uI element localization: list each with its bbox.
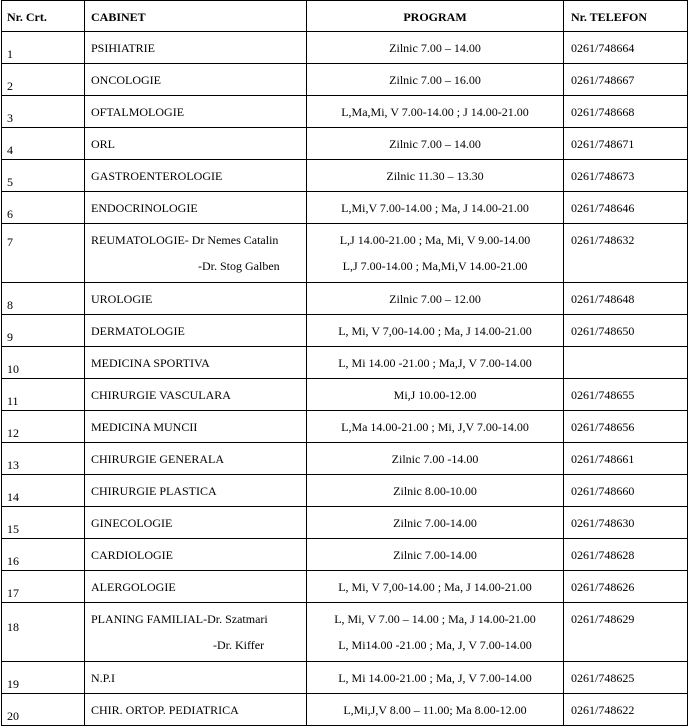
- cell-cabinet: PLANING FAMILIAL-Dr. Szatmari -Dr. Kiffer: [85, 603, 307, 662]
- table-row: [2, 283, 688, 315]
- cell-nr: 14: [2, 475, 85, 507]
- cell-telefon: 0261/748660: [564, 475, 688, 507]
- header-telefon: Nr. TELEFON: [564, 1, 688, 32]
- cell-program: L,Ma,Mi, V 7.00-14.00 ; J 14.00-21.00: [307, 96, 564, 128]
- cell-program: L, Mi 14.00-21.00 ; Ma, J, V 7.00-14.00: [307, 662, 564, 694]
- cell-cabinet: N.P.I: [85, 662, 307, 694]
- cell-cabinet: REUMATOLOGIE- Dr Nemes Catalin -Dr. Stog Galben: [85, 224, 307, 283]
- cell-nr: 4: [2, 128, 85, 160]
- cell-cabinet: CHIRURGIE PLASTICA: [85, 475, 307, 507]
- cell-cabinet: CHIR. ORTOP. PEDIATRICA: [85, 694, 307, 726]
- cell-telefon: 0261/748664: [564, 32, 688, 64]
- cell-nr: 18: [2, 603, 85, 662]
- cell-nr: 17: [2, 571, 85, 603]
- header-cabinet: CABINET: [85, 1, 307, 32]
- table-row: [2, 64, 688, 96]
- cell-program: Zilnic 7.00 -14.00: [307, 443, 564, 475]
- cell-cabinet: ONCOLOGIE: [85, 64, 307, 96]
- cell-telefon: 0261/748648: [564, 283, 688, 315]
- cell-cabinet: UROLOGIE: [85, 283, 307, 315]
- cell-program: Zilnic 7.00 – 12.00: [307, 283, 564, 315]
- cell-telefon: 0261/748630: [564, 507, 688, 539]
- table-row: [2, 571, 688, 603]
- table-row: [2, 694, 688, 726]
- table-row: [2, 96, 688, 128]
- cell-cabinet: PSIHIATRIE: [85, 32, 307, 64]
- table-row: [2, 160, 688, 192]
- table-row: [2, 662, 688, 694]
- cell-telefon: 0261/748671: [564, 128, 688, 160]
- cell-program: L, Mi, V 7,00-14.00 ; Ma, J 14.00-21.00: [307, 571, 564, 603]
- cell-program: L,Mi,J,V 8.00 – 11.00; Ma 8.00-12.00: [307, 694, 564, 726]
- cell-nr: 19: [2, 662, 85, 694]
- cell-program: Zilnic 7.00 – 16.00: [307, 64, 564, 96]
- cell-cabinet: ALERGOLOGIE: [85, 571, 307, 603]
- cell-telefon: 0261/748661: [564, 443, 688, 475]
- cell-program: Zilnic 7.00-14.00: [307, 539, 564, 571]
- cell-telefon: 0261/748646: [564, 192, 688, 224]
- cell-program: Zilnic 7.00 – 14.00: [307, 128, 564, 160]
- table-row: [2, 315, 688, 347]
- cell-program: Zilnic 7.00-14.00: [307, 507, 564, 539]
- cell-nr: 12: [2, 411, 85, 443]
- table-row: [2, 475, 688, 507]
- cell-telefon: 0261/748656: [564, 411, 688, 443]
- cell-nr: 7: [2, 224, 85, 283]
- cell-telefon: 0261/748626: [564, 571, 688, 603]
- cell-cabinet: MEDICINA SPORTIVA: [85, 347, 307, 379]
- cell-telefon: 0261/748629: [564, 603, 688, 662]
- table-row: [2, 379, 688, 411]
- cell-nr: 3: [2, 96, 85, 128]
- cell-nr: 1: [2, 32, 85, 64]
- cell-telefon: [564, 347, 688, 379]
- cell-cabinet: OFTALMOLOGIE: [85, 96, 307, 128]
- cell-telefon: 0261/748655: [564, 379, 688, 411]
- sub-program: L, Mi14.00 -21.00 ; Ma, J, V 7.00-14.00: [338, 638, 532, 652]
- cell-telefon: 0261/748622: [564, 694, 688, 726]
- cell-telefon: 0261/748650: [564, 315, 688, 347]
- sub-cabinet: -Dr. Stog Galben: [198, 259, 280, 273]
- cell-cabinet: CARDIOLOGIE: [85, 539, 307, 571]
- cell-program: Zilnic 7.00 – 14.00: [307, 32, 564, 64]
- cell-cabinet: GASTROENTEROLOGIE: [85, 160, 307, 192]
- table-row: [2, 539, 688, 571]
- cell-nr: 9: [2, 315, 85, 347]
- cell-nr: 15: [2, 507, 85, 539]
- cell-nr: 10: [2, 347, 85, 379]
- cell-cabinet: CHIRURGIE GENERALA: [85, 443, 307, 475]
- table-row: [2, 32, 688, 64]
- cell-cabinet: MEDICINA MUNCII: [85, 411, 307, 443]
- cell-cabinet: ENDOCRINOLOGIE: [85, 192, 307, 224]
- cell-program: Mi,J 10.00-12.00: [307, 379, 564, 411]
- cell-nr: 8: [2, 283, 85, 315]
- cell-telefon: 0261/748628: [564, 539, 688, 571]
- header-row: [2, 1, 688, 32]
- table-row: [2, 443, 688, 475]
- cell-cabinet: ORL: [85, 128, 307, 160]
- cell-nr: 6: [2, 192, 85, 224]
- schedule-table: [1, 0, 688, 726]
- cell-telefon: 0261/748668: [564, 96, 688, 128]
- cell-program: L,Ma 14.00-21.00 ; Mi, J,V 7.00-14.00: [307, 411, 564, 443]
- table-row: [2, 192, 688, 224]
- cell-nr: 11: [2, 379, 85, 411]
- cell-program: Zilnic 8.00-10.00: [307, 475, 564, 507]
- cell-cabinet: GINECOLOGIE: [85, 507, 307, 539]
- table-row: [2, 603, 688, 662]
- cell-telefon: 0261/748632: [564, 224, 688, 283]
- cell-cabinet: DERMATOLOGIE: [85, 315, 307, 347]
- table-row: [2, 128, 688, 160]
- table-row: [2, 224, 688, 283]
- cell-nr: 20: [2, 694, 85, 726]
- table-row: [2, 347, 688, 379]
- cell-program: Zilnic 11.30 – 13.30: [307, 160, 564, 192]
- cell-nr: 5: [2, 160, 85, 192]
- cell-telefon: 0261/748673: [564, 160, 688, 192]
- sub-cabinet: -Dr. Kiffer: [213, 638, 265, 652]
- cell-program: L,J 14.00-21.00 ; Ma, Mi, V 9.00-14.00 L,J 7.00-14.00 ; Ma,Mi,V 14.00-21.00: [307, 224, 564, 283]
- header-program: PROGRAM: [307, 1, 564, 32]
- cell-telefon: 0261/748667: [564, 64, 688, 96]
- cell-nr: 16: [2, 539, 85, 571]
- cell-program: L, Mi, V 7.00 – 14.00 ; Ma, J 14.00-21.00 L, Mi14.00 -21.00 ; Ma, J, V 7.00-14.00: [307, 603, 564, 662]
- cell-telefon: 0261/748625: [564, 662, 688, 694]
- cell-program: L, Mi 14.00 -21.00 ; Ma,J, V 7.00-14.00: [307, 347, 564, 379]
- table-row: [2, 411, 688, 443]
- cell-program: L, Mi, V 7,00-14.00 ; Ma, J 14.00-21.00: [307, 315, 564, 347]
- cell-program: L,Mi,V 7.00-14.00 ; Ma, J 14.00-21.00: [307, 192, 564, 224]
- cell-nr: 2: [2, 64, 85, 96]
- sub-program: L,J 7.00-14.00 ; Ma,Mi,V 14.00-21.00: [342, 259, 528, 273]
- cell-cabinet: CHIRURGIE VASCULARA: [85, 379, 307, 411]
- header-nr: Nr. Crt.: [2, 1, 85, 32]
- table-row: [2, 507, 688, 539]
- cell-nr: 13: [2, 443, 85, 475]
